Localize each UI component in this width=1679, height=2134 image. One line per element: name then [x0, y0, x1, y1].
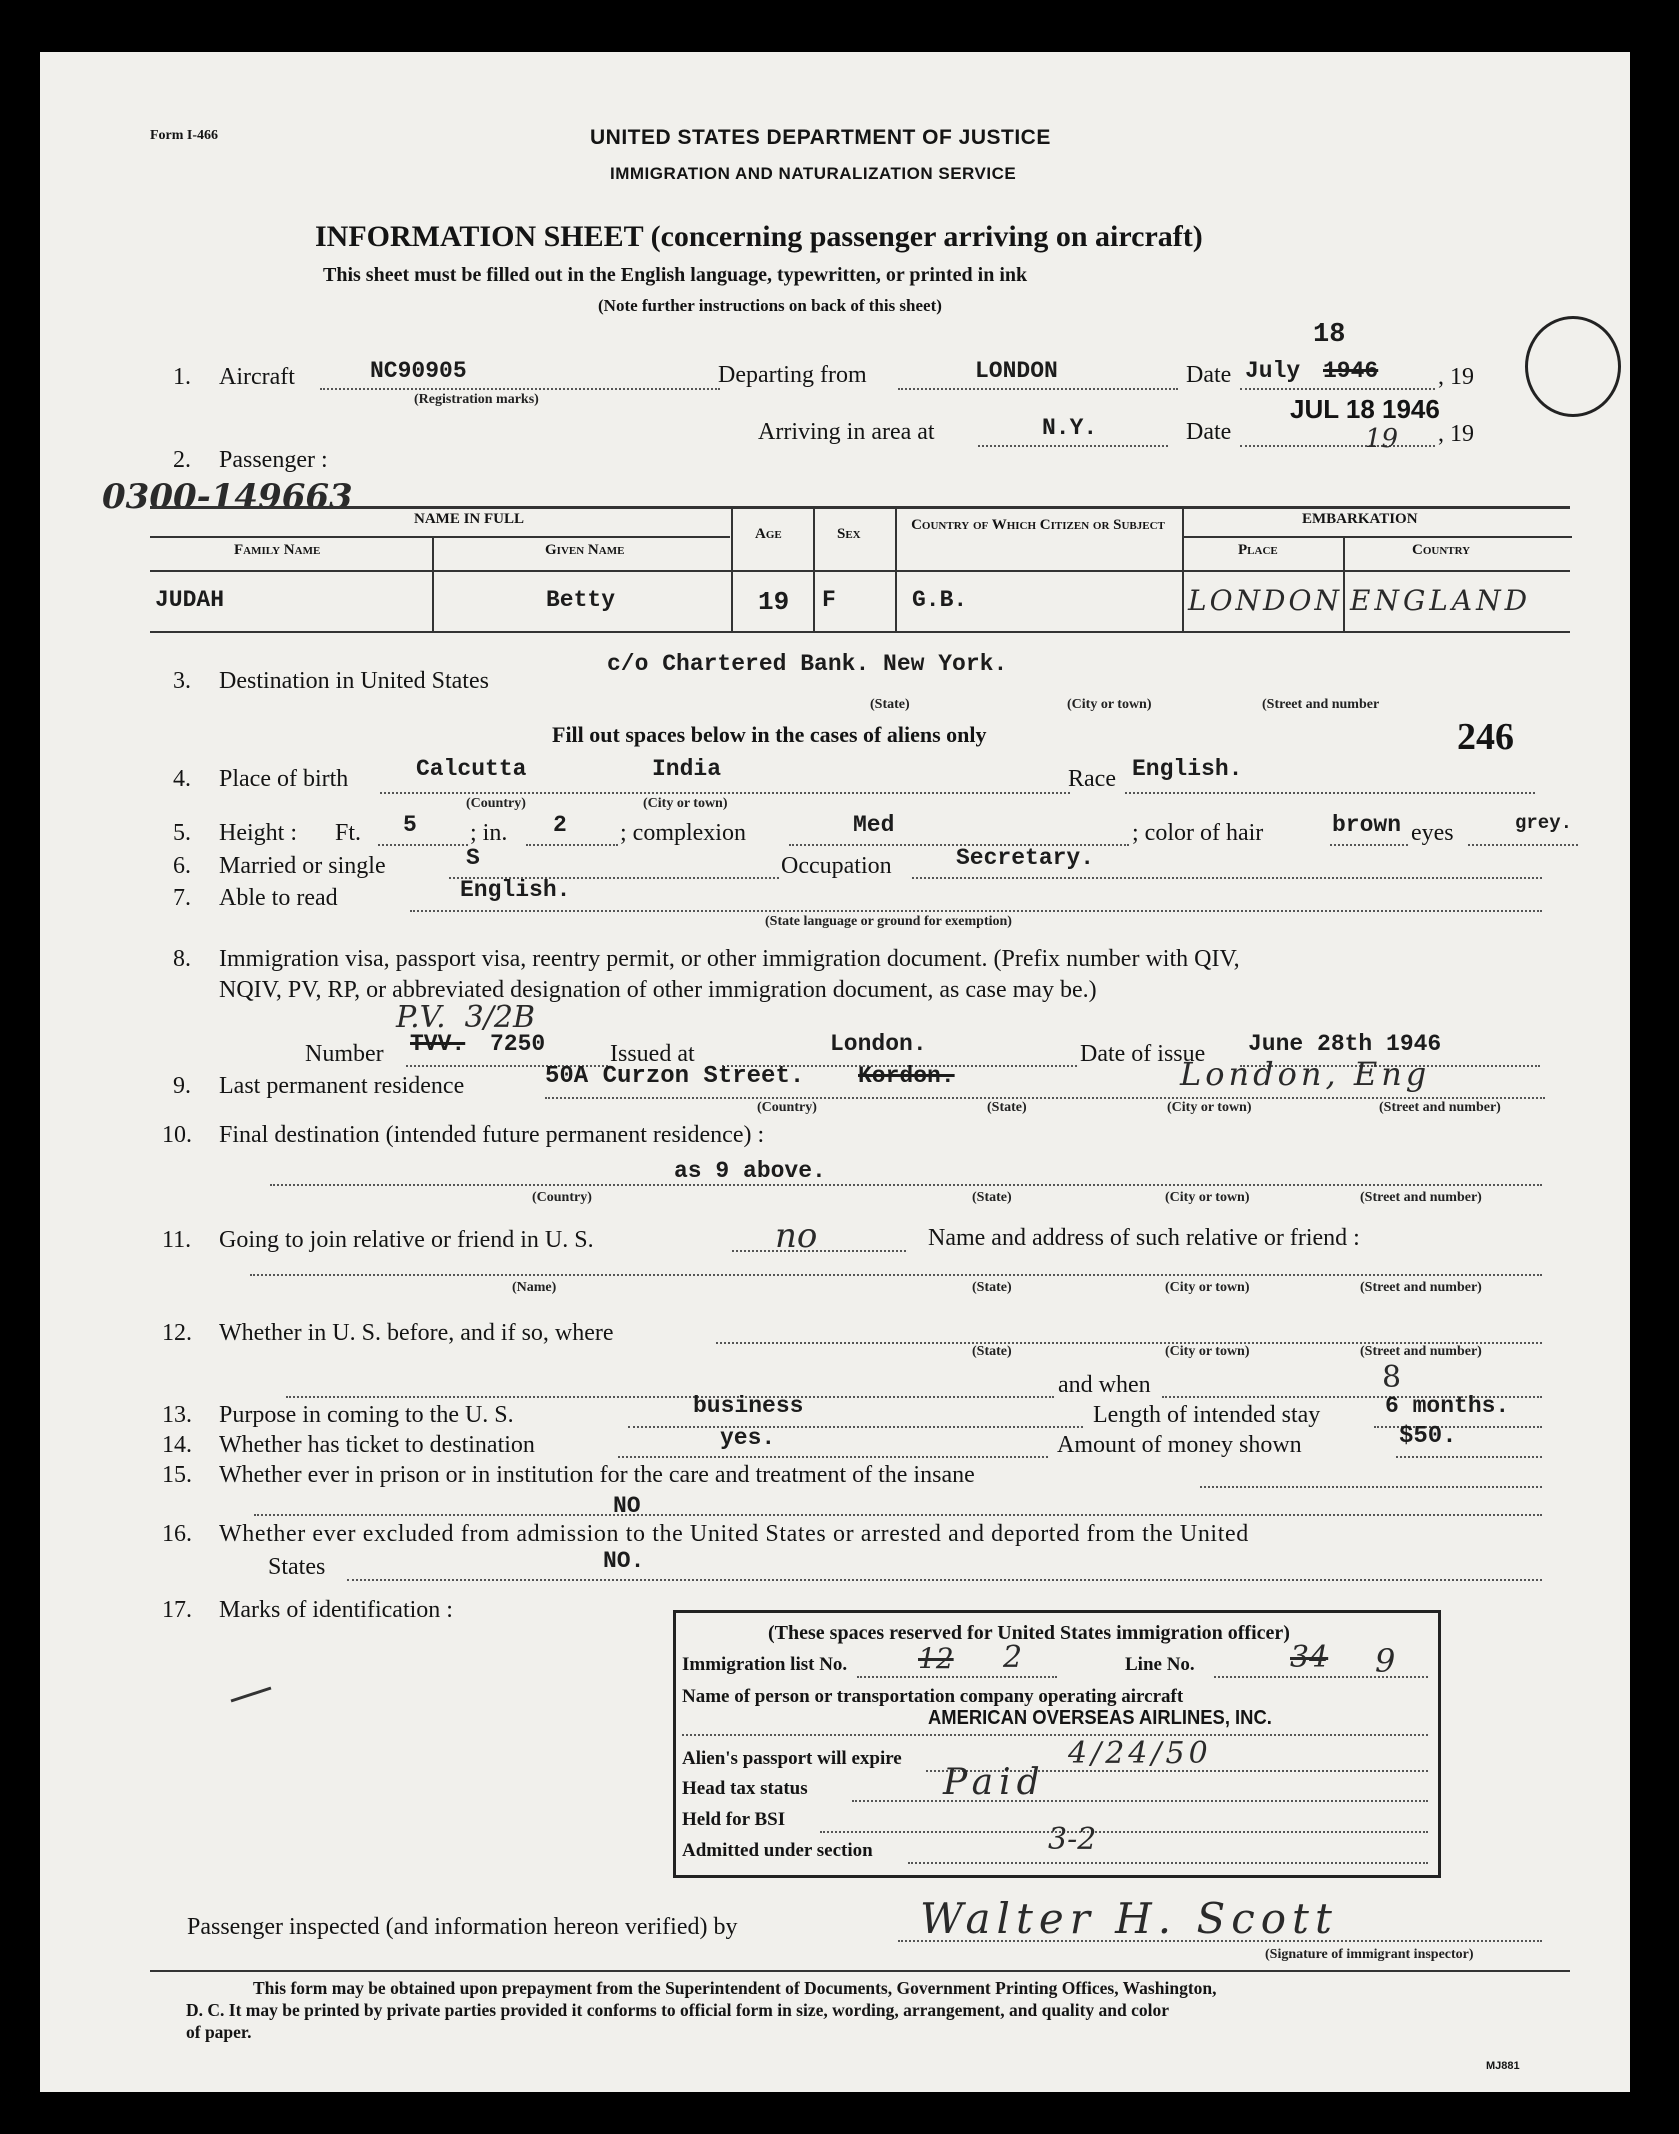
line-no-struck: 34	[1290, 1640, 1329, 1675]
list-value: 2	[1003, 1640, 1023, 1675]
residence-value: 50A Curzon Street.	[545, 1063, 805, 1090]
final-destination-value: as 9 above.	[674, 1158, 826, 1184]
age-value: 19	[758, 587, 790, 617]
prison-line-2	[254, 1514, 1542, 1516]
previous-cap-state: (State)	[972, 1344, 1012, 1359]
relative-address-label: Name and address of such relative or friend :	[928, 1225, 1360, 1251]
line-no-value: 9	[1375, 1642, 1396, 1680]
destination-cap-state: (State)	[870, 697, 910, 712]
feet-line	[378, 844, 468, 846]
tax-label: Head tax status	[682, 1778, 808, 1799]
destination-label: Destination in United States	[219, 668, 489, 694]
arriving-label: Arriving in area at	[758, 419, 935, 445]
departing-label: Departing from	[718, 362, 867, 388]
departing-line	[898, 388, 1178, 390]
excluded-line	[347, 1579, 1542, 1581]
document-text-1: Immigration visa, passport visa, reentry permit, or other immigration document. (Prefix number with QIV,	[219, 946, 1240, 972]
item-6-number: 6.	[173, 853, 191, 879]
read-value: English.	[460, 877, 571, 903]
department-heading: UNITED STATES DEPARTMENT OF JUSTICE	[590, 126, 1051, 149]
relative-cap-street: (Street and number)	[1360, 1280, 1482, 1295]
final-cap-city: (City or town)	[1165, 1190, 1250, 1205]
final-destination-label: Final destination (intended future permanent residence) :	[219, 1122, 765, 1148]
residence-cap-state: (State)	[987, 1100, 1027, 1115]
item-12-number: 12.	[162, 1320, 192, 1346]
excluded-value: NO.	[603, 1548, 645, 1574]
previous-visit-line-2	[286, 1396, 1054, 1398]
excluded-label: Whether ever excluded from admission to the United States or arrested and deported from the United	[219, 1521, 1249, 1547]
page-note: (Note further instructions on back of this sheet)	[598, 296, 942, 315]
date2-suffix: , 19	[1438, 421, 1474, 447]
col-divider-1	[432, 536, 434, 632]
hair-label: ; color of hair	[1132, 820, 1264, 846]
when-value: 8	[1382, 1360, 1402, 1395]
date-year-suffix: , 19	[1438, 364, 1474, 390]
join-relative-value: no	[775, 1216, 818, 1256]
final-destination-line	[270, 1184, 1542, 1186]
residence-label: Last permanent residence	[219, 1073, 465, 1099]
circle-mark	[1525, 316, 1621, 417]
date-label: Date	[1186, 362, 1232, 388]
prison-line	[1200, 1486, 1542, 1488]
date2-line	[1240, 445, 1435, 447]
document-hand-note: P.V. 3/2B	[396, 1000, 535, 1035]
destination-value: c/o Chartered Bank. New York.	[607, 651, 1008, 677]
relative-address-line	[250, 1274, 1542, 1276]
number-label: Number	[305, 1041, 384, 1067]
money-label: Amount of money shown	[1057, 1432, 1302, 1458]
residence-cap-city: (City or town)	[1167, 1100, 1252, 1115]
issue-date-value: June 28th 1946	[1248, 1031, 1442, 1057]
embark-country-value: ENGLAND	[1350, 584, 1532, 617]
table-bottom-line	[150, 631, 1570, 633]
eyes-value: grey.	[1515, 812, 1573, 834]
final-cap-state: (State)	[972, 1190, 1012, 1205]
inches-label: ; in.	[470, 820, 508, 846]
passenger-label: Passenger :	[219, 447, 328, 473]
item-14-number: 14.	[162, 1432, 192, 1458]
item-16-number: 16.	[162, 1521, 192, 1547]
excluded-label-2: States	[268, 1554, 326, 1580]
list-struck: 12	[918, 1642, 954, 1675]
residence-hand: London, Eng	[1180, 1055, 1431, 1093]
date2-label: Date	[1186, 419, 1232, 445]
item-11-number: 11.	[162, 1227, 192, 1253]
complexion-label: ; complexion	[620, 820, 746, 846]
departing-value: LONDON	[975, 358, 1058, 384]
head-sex: Sex	[837, 526, 861, 542]
item-8-number: 8.	[173, 946, 191, 972]
signature-caption: (Signature of immigrant inspector)	[1265, 1947, 1474, 1962]
relative-cap-name: (Name)	[512, 1280, 557, 1295]
residence-cap-street: (Street and number)	[1379, 1100, 1501, 1115]
item-17-number: 17.	[162, 1597, 192, 1623]
table-embark-divider	[1182, 536, 1572, 538]
page-title: INFORMATION SHEET (concerning passenger arriving on aircraft)	[315, 220, 1203, 253]
birthplace-label: Place of birth	[219, 766, 349, 792]
inches-line	[526, 844, 618, 846]
join-relative-line	[732, 1250, 906, 1252]
inspector-signature: Walter H. Scott	[920, 1894, 1338, 1943]
item-13-number: 13.	[162, 1402, 192, 1428]
footer-text-1: This form may be obtained upon prepayment from the Superintendent of Documents, Government Printing Offices, Washington,	[253, 1978, 1217, 1998]
company-line	[682, 1734, 1428, 1736]
birthplace-cap-country: (Country)	[466, 796, 526, 811]
money-value: $50.	[1399, 1423, 1457, 1450]
table-head-bottom	[150, 570, 1570, 572]
prison-value: NO	[613, 1493, 641, 1519]
married-value: S	[466, 845, 480, 871]
page-number: 246	[1457, 716, 1514, 758]
list-label: Immigration list No.	[682, 1654, 848, 1675]
ticket-value: yes.	[720, 1425, 776, 1451]
purpose-value: business	[693, 1393, 804, 1419]
item-15-number: 15.	[162, 1462, 192, 1488]
previous-cap-city: (City or town)	[1165, 1344, 1250, 1359]
form-sheet	[40, 52, 1630, 2092]
feet-value: 5	[403, 812, 417, 838]
hair-value: brown	[1332, 812, 1402, 838]
aliens-only-note: Fill out spaces below in the cases of aliens only	[552, 722, 987, 747]
when-label: and when	[1058, 1372, 1151, 1398]
item-7-number: 7.	[173, 885, 191, 911]
item-3-number: 3.	[173, 668, 191, 694]
list-line	[857, 1676, 1057, 1678]
marks-dash	[231, 1687, 272, 1703]
inspected-label: Passenger inspected (and information hereon verified) by	[187, 1914, 738, 1940]
occupation-line	[912, 877, 1542, 879]
section-label: Admitted under section	[682, 1840, 873, 1861]
date-struck: 1946	[1323, 358, 1379, 384]
col-divider-6	[1343, 536, 1345, 632]
document-text-2: NQIV, PV, RP, or abbreviated designation of other immigration document, as case may be.)	[219, 977, 1097, 1003]
join-relative-label: Going to join relative or friend in U. S.	[219, 1227, 594, 1253]
race-line	[1125, 792, 1535, 794]
read-line	[410, 910, 1542, 912]
hair-line	[1330, 844, 1408, 846]
passport-value: 4/24/50	[1068, 1736, 1212, 1771]
feet-label: Ft.	[335, 820, 362, 846]
number-value: 7250	[490, 1031, 546, 1057]
occupation-label: Occupation	[781, 853, 892, 879]
aircraft-line	[320, 388, 720, 390]
issued-value: London.	[830, 1031, 927, 1057]
family-name-value: JUDAH	[155, 587, 225, 613]
line-no-label: Line No.	[1125, 1654, 1195, 1675]
file-number: 0300-149663	[102, 477, 353, 517]
ticket-label: Whether has ticket to destination	[219, 1432, 535, 1458]
birthplace-cap-city: (City or town)	[643, 796, 728, 811]
final-cap-street: (Street and number)	[1360, 1190, 1482, 1205]
passport-label: Alien's passport will expire	[682, 1748, 902, 1769]
head-age: Age	[755, 526, 782, 542]
read-label: Able to read	[219, 885, 338, 911]
embark-place-value: LONDON	[1188, 584, 1342, 617]
marks-label: Marks of identification :	[219, 1597, 453, 1623]
bsi-label: Held for BSI	[682, 1809, 786, 1830]
service-heading: IMMIGRATION AND NATURALIZATION SERVICE	[610, 164, 1017, 183]
issue-date-label: Date of issue	[1080, 1041, 1206, 1067]
aircraft-label: Aircraft	[219, 364, 295, 390]
occupation-value: Secretary.	[956, 845, 1095, 871]
sex-value: F	[822, 587, 836, 613]
page-subtitle: This sheet must be filled out in the English language, typewritten, or printed in ink	[323, 264, 1028, 286]
race-value: English.	[1132, 756, 1243, 782]
col-divider-3	[813, 506, 815, 632]
relative-cap-state: (State)	[972, 1280, 1012, 1295]
birth-country-value: India	[652, 756, 722, 782]
item-5-number: 5.	[173, 820, 191, 846]
issued-label: Issued at	[610, 1041, 695, 1067]
purpose-label: Purpose in coming to the U. S.	[219, 1402, 514, 1428]
number-prefix-struck: TVV.	[410, 1031, 466, 1057]
prison-label: Whether ever in prison or in institution for the care and treatment of the insane	[219, 1462, 975, 1488]
eyes-label: eyes	[1411, 820, 1454, 846]
previous-visit-label: Whether in U. S. before, and if so, where	[219, 1320, 614, 1346]
item-10-number: 10.	[162, 1122, 192, 1148]
company-label: Name of person or transportation company operating aircraft	[682, 1686, 1184, 1707]
arrival-day: 19	[1365, 424, 1399, 454]
relative-cap-city: (City or town)	[1165, 1280, 1250, 1295]
section-value: 3-2	[1048, 1822, 1097, 1857]
arriving-line	[978, 445, 1168, 447]
birth-city-value: Calcutta	[416, 756, 527, 782]
company-value: AMERICAN OVERSEAS AIRLINES, INC.	[928, 1707, 1272, 1729]
footer-code: MJ881	[1486, 2060, 1520, 2072]
officer-box-title: (These spaces reserved for United States immigration officer)	[768, 1622, 1290, 1644]
footer-text-2: D. C. It may be printed by private parties provided it conforms to official form in size, wording, arrangement, and quality and color	[186, 2000, 1170, 2020]
bsi-line	[820, 1831, 1428, 1833]
item-1-number: 1.	[173, 364, 191, 390]
head-country-citizen: Country of Which Citizen or Subject	[911, 517, 1165, 533]
birthplace-line	[380, 792, 1070, 794]
form-number: Form I-466	[150, 128, 219, 143]
final-cap-country: (Country)	[532, 1190, 592, 1205]
previous-cap-street: (Street and number)	[1360, 1344, 1482, 1359]
inches-value: 2	[553, 812, 567, 838]
ticket-line	[618, 1456, 1048, 1458]
date-day: 18	[1313, 320, 1346, 350]
date-value: July	[1245, 358, 1301, 384]
stay-value: 6 months.	[1385, 1393, 1510, 1419]
table-top-line	[150, 506, 1570, 509]
destination-cap-street: (Street and number	[1262, 697, 1380, 712]
height-label: Height :	[219, 820, 297, 846]
tax-value: Paid	[943, 1762, 1046, 1803]
tax-line	[852, 1800, 1428, 1802]
head-country: Country	[1412, 542, 1471, 558]
read-caption: (State language or ground for exemption)	[765, 914, 1012, 929]
purpose-line	[628, 1426, 1083, 1428]
aircraft-value: NC90905	[370, 358, 467, 384]
destination-cap-city: (City or town)	[1067, 697, 1152, 712]
residence-line	[545, 1097, 1545, 1099]
table-name-divider	[150, 536, 730, 538]
head-name-in-full: NAME IN FULL	[414, 511, 525, 527]
date-line	[1240, 388, 1435, 390]
item-2-number: 2.	[173, 447, 191, 473]
given-name-value: Betty	[546, 587, 616, 613]
section-line	[908, 1862, 1428, 1864]
married-label: Married or single	[219, 853, 386, 879]
head-place: Place	[1238, 542, 1278, 558]
money-line	[1396, 1456, 1542, 1458]
head-family-name: Family Name	[234, 542, 321, 558]
race-label: Race	[1068, 766, 1116, 792]
residence-cap-country: (Country)	[757, 1100, 817, 1115]
item-4-number: 4.	[173, 766, 191, 792]
residence-struck: Kordon.	[858, 1063, 955, 1089]
citizen-value: G.B.	[912, 587, 968, 613]
footer-rule	[150, 1970, 1570, 1972]
col-divider-5	[1182, 506, 1184, 632]
col-divider-4	[895, 506, 897, 632]
col-divider-2	[731, 506, 733, 632]
item-9-number: 9.	[173, 1073, 191, 1099]
head-given-name: Given Name	[545, 542, 625, 558]
arriving-value: N.Y.	[1042, 415, 1098, 441]
registration-caption: (Registration marks)	[414, 392, 539, 407]
footer-text-3: of paper.	[186, 2022, 252, 2042]
arrival-stamp: JUL 18 1946	[1290, 394, 1440, 424]
complexion-value: Med	[853, 812, 895, 838]
line-no-line	[1214, 1676, 1428, 1678]
eyes-line	[1468, 844, 1578, 846]
stay-label: Length of intended stay	[1093, 1402, 1321, 1428]
head-embarkation: EMBARKATION	[1302, 511, 1418, 527]
